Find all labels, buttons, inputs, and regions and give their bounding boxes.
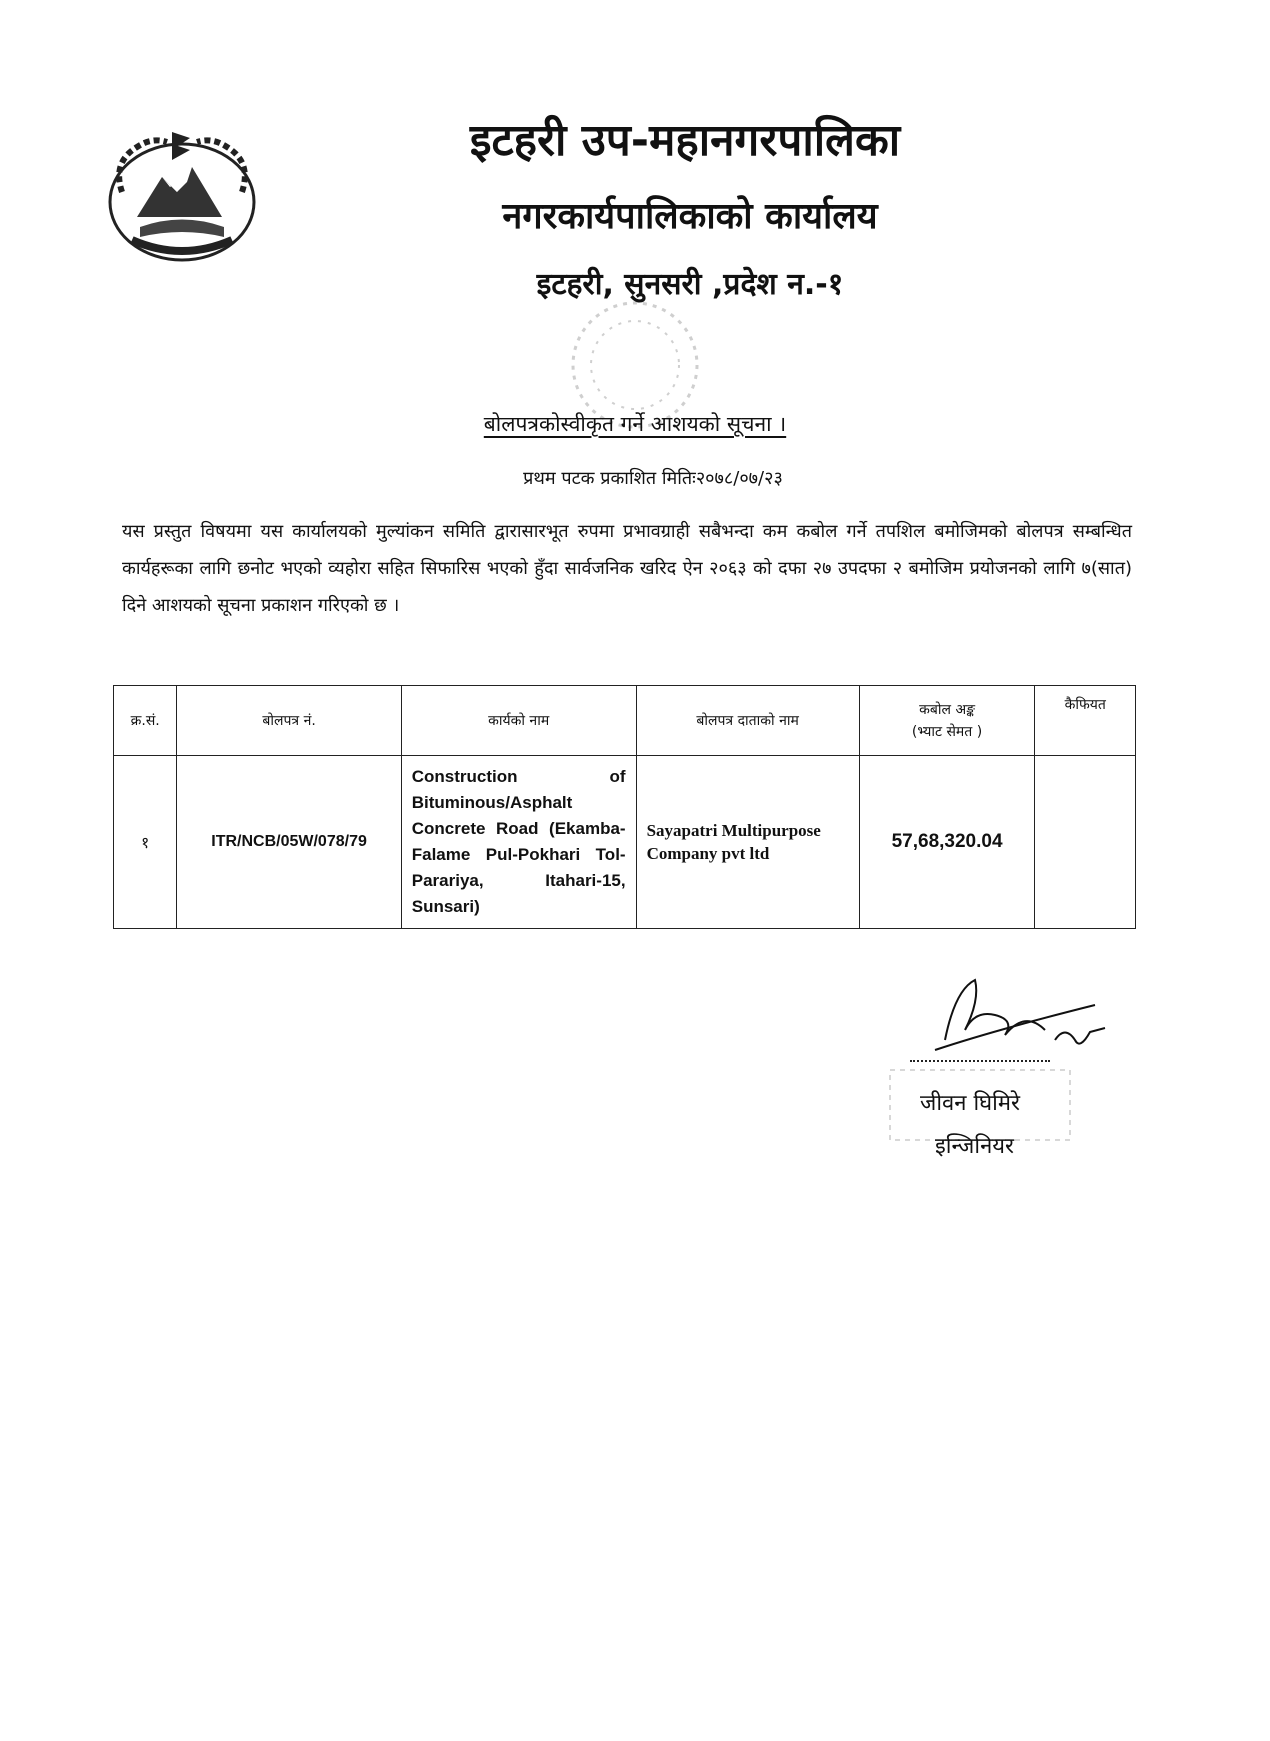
signatory-name: जीवन घिमिरे xyxy=(920,1091,1021,1116)
cell-amount: 57,68,320.04 xyxy=(859,756,1035,929)
notice-title-text: बोलपत्रकोस्वीकृत गर्ने आशयको सूचना । xyxy=(483,412,787,436)
organization-name: इटहरी उप-महानगरपालिका xyxy=(469,115,901,166)
office-address: इटहरी, सुनसरी ,प्रदेश न.-१ xyxy=(536,267,844,302)
header-bid-no: बोलपत्र नं. xyxy=(177,686,401,756)
cell-remarks xyxy=(1035,756,1136,929)
header-amount-line2: (भ्याट सेमत ) xyxy=(911,723,983,740)
table-row xyxy=(114,756,1136,929)
published-date: प्रथम पटक प्रकाशित मितिः२०७८/०७/२३ xyxy=(523,468,783,489)
header-work-name: कार्यको नाम xyxy=(401,686,636,756)
table-header-row xyxy=(114,686,1136,756)
cell-bidder-name: Sayapatri Multipurpose Company pvt ltd xyxy=(636,756,859,929)
cell-work-name: Construction of Bituminous/Asphalt Concrete Road (Ekamba-Falame Pul-Pokhari Tol-Parariya, Itahari-15, Sunsari) xyxy=(401,756,636,929)
bid-table xyxy=(113,685,1136,929)
header-bidder-name: बोलपत्र दाताको नाम xyxy=(636,686,859,756)
header-sn: क्र.सं. xyxy=(114,686,177,756)
header-remarks: कैफियत xyxy=(1035,686,1136,756)
signatory-designation: इन्जिनियर xyxy=(935,1134,1015,1159)
cell-bid-no: ITR/NCB/05W/078/79 xyxy=(177,756,401,929)
cell-sn: १ xyxy=(114,756,177,929)
header-amount-line1: कबोल अङ्क xyxy=(919,701,975,718)
notice-title xyxy=(0,410,1270,438)
office-name: नगरकार्यपालिकाको कार्यालय xyxy=(502,196,878,237)
notice-body: यस प्रस्तुत विषयमा यस कार्यालयको मुल्यांकन समिति द्वारासारभूत रुपमा प्रभावग्राही सबैभन्दा कम कबोल गर्ने तपशिल बमोजिमको बोलपत्र सम्बन्धित कार्यहरूका लागि छनोट भएको व्यहोरा सहित सिफारिस भएको हुँदा सार्वजनिक खरिद ऐन २०६३ को दफा २७ उपदफा २ बमोजिम प्रयोजनको लागि ७(सात) दिने आशयको सूचना प्रकाशन गरिएको छ । xyxy=(122,521,1132,616)
header-amount xyxy=(859,686,1035,756)
